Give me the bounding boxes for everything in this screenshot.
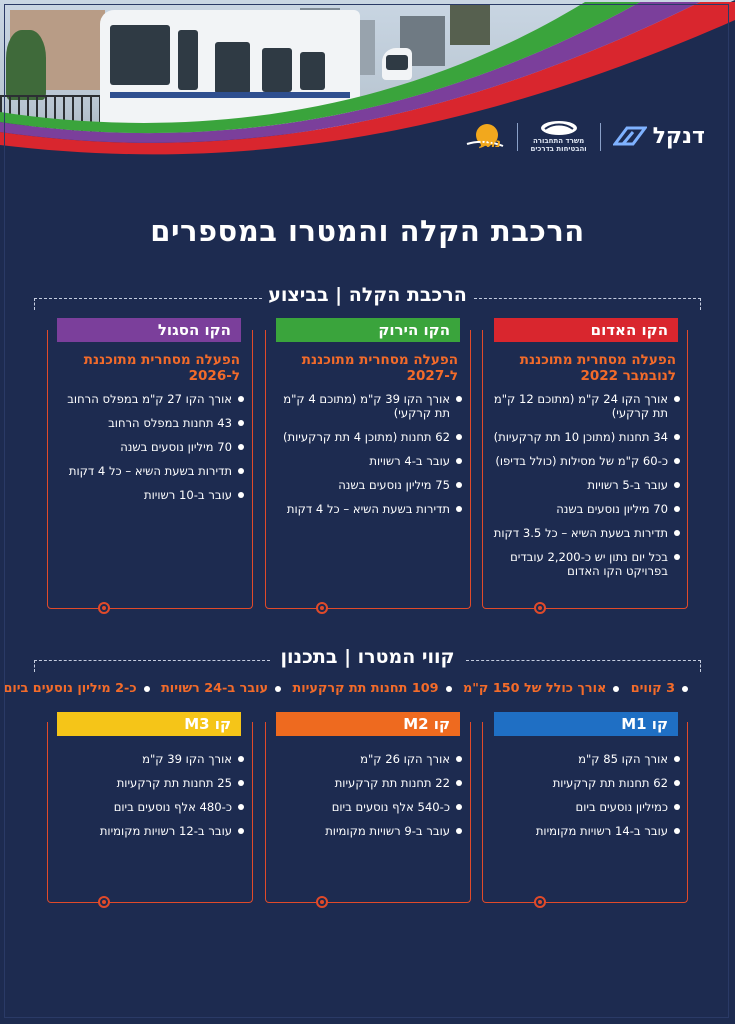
list-item: 62 תחנות תת קרקעיות <box>490 776 680 790</box>
list-item: 70 מיליון נוסעים בשנה <box>54 440 244 454</box>
list-item: 62 תחנות (מתוכן 4 תת קרקעיות) <box>272 430 462 444</box>
list-item: 22 תחנות תת קרקעיות <box>272 776 462 790</box>
list-item: כ-480 אלף נוסעים ביום <box>54 800 244 814</box>
list-item: אורך הקו 24 ק"מ (מתוכם 12 ק"מ תת קרקעי) <box>490 392 680 420</box>
metro-stat: 3 קווים <box>630 681 675 696</box>
m3-line-label: קו M3 <box>57 712 241 736</box>
purple-line-facts <box>54 392 244 512</box>
nta-logo-text: נתע <box>478 135 501 150</box>
red-line-operation: הפעלה מסחרית מתוכננת לנובמבר 2022 <box>519 352 676 384</box>
list-item: עובר ב-12 רשויות מקומיות <box>54 824 244 838</box>
red-line-label: הקו האדום <box>494 318 678 342</box>
station-node-icon <box>534 896 546 908</box>
m3-line-facts <box>54 752 244 848</box>
bullet <box>275 686 281 692</box>
dankal-logo-text: דנקל <box>652 124 705 149</box>
list-item: אורך הקו 39 ק"מ (מתוכם 4 ק"מ תת קרקעי) <box>272 392 462 420</box>
nta-logo <box>465 122 505 152</box>
list-item: אורך הקו 27 ק"מ במפלס הרחוב <box>54 392 244 406</box>
list-item: 25 תחנות תת קרקעיות <box>54 776 244 790</box>
metro-section-header <box>34 646 701 676</box>
ministry-emblem-icon <box>539 120 579 136</box>
list-item: עובר ב-10 רשויות <box>54 488 244 502</box>
list-item: כמיליון נוסעים ביום <box>490 800 680 814</box>
purple-line-operation: הפעלה מסחרית מתוכננת ל-2026 <box>83 352 240 384</box>
dankal-logo <box>613 124 705 150</box>
station-node-icon <box>316 896 328 908</box>
bullet <box>613 686 619 692</box>
list-item: כ-60 ק"מ של מסילות (כולל בדיפו) <box>490 454 680 468</box>
m1-line-label: קו M1 <box>494 712 678 736</box>
metro-stat: עובר ב-24 רשויות <box>161 681 269 696</box>
list-item: 43 תחנות במפלס הרחוב <box>54 416 244 430</box>
list-item: עובר ב-5 רשויות <box>490 478 680 492</box>
station-node-icon <box>98 896 110 908</box>
list-item: 34 תחנות (מתוכן 10 תת קרקעיות) <box>490 430 680 444</box>
green-line-facts <box>272 392 462 526</box>
lrt-section-title: הרכבת הקלה | בביצוע <box>268 284 467 306</box>
logo-divider <box>517 123 518 151</box>
metro-stat: 109 תחנות תת קרקעיות <box>292 681 439 696</box>
m2-line-label: קו M2 <box>276 712 460 736</box>
purple-line-label: הקו הסגול <box>57 318 241 342</box>
ministry-logo <box>530 120 588 153</box>
green-line-label: הקו הירוק <box>276 318 460 342</box>
list-item: 75 מיליון נוסעים בשנה <box>272 478 462 492</box>
page-title: הרכבת הקלה והמטרו במספרים <box>150 214 585 248</box>
station-node-icon <box>98 602 110 614</box>
logo-row <box>465 120 705 153</box>
list-item: 70 מיליון נוסעים בשנה <box>490 502 680 516</box>
list-item: תדירות בשעת השיא – כל 4 דקות <box>54 464 244 478</box>
station-node-icon <box>316 602 328 614</box>
metro-stats-row <box>3 681 695 696</box>
dankal-emblem-icon <box>613 124 647 150</box>
m2-line-facts <box>272 752 462 848</box>
lrt-section-header <box>34 284 701 314</box>
metro-stat: אורך כולל של 150 ק"מ <box>463 681 607 696</box>
bullet <box>144 686 150 692</box>
station-node-icon <box>534 602 546 614</box>
logo-divider <box>600 123 601 151</box>
red-line-facts <box>490 392 680 588</box>
ministry-logo-text: משרד התחבורה והבטיחות בדרכים <box>530 137 587 153</box>
list-item: כ-540 אלף נוסעים ביום <box>272 800 462 814</box>
list-item: תדירות בשעת השיא – כל 3.5 דקות <box>490 526 680 540</box>
list-item: אורך הקו 26 ק"מ <box>272 752 462 766</box>
list-item: תדירות בשעת השיא – כל 4 דקות <box>272 502 462 516</box>
list-item: עובר ב-9 רשויות מקומיות <box>272 824 462 838</box>
bullet <box>682 686 688 692</box>
list-item: אורך הקו 85 ק"מ <box>490 752 680 766</box>
m1-line-facts <box>490 752 680 848</box>
metro-stat: כ-2 מיליון נוסעים ביום <box>3 681 137 696</box>
list-item: אורך הקו 39 ק"מ <box>54 752 244 766</box>
list-item: בכל יום נתון יש כ-2,200 עובדים בפרויקט הקו האדום <box>490 550 680 578</box>
green-line-operation: הפעלה מסחרית מתוכננת ל-2027 <box>301 352 458 384</box>
bullet <box>446 686 452 692</box>
list-item: עובר ב-4 רשויות <box>272 454 462 468</box>
list-item: עובר ב-14 רשויות מקומיות <box>490 824 680 838</box>
metro-section-title: קווי המטרו | בתכנון <box>280 646 455 668</box>
